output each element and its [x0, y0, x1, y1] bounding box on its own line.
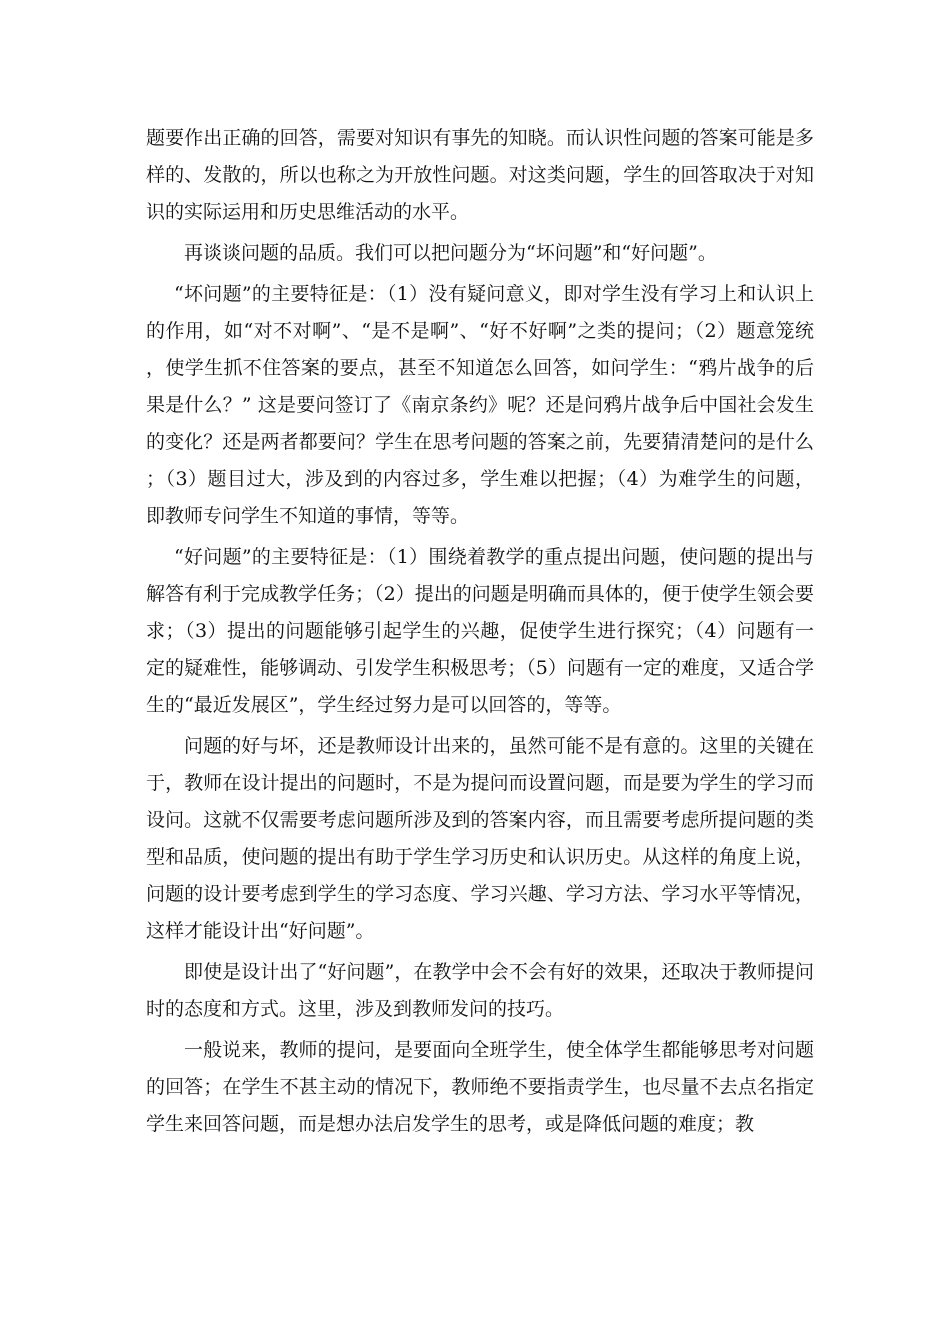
paragraph-5: 问题的好与坏，还是教师设计出来的，虽然可能不是有意的。这里的关键在于，教师在设计提出的问题时，不是为提问而设置问题，而是要为学生的学习而设问。这就不仅需要考虑问题所涉及到的答案内容，而且需要考虑所提问题的类型和品质，使问题的提出有助于学生学习历史和认识历史。从这样的角度上说，问题的设计要考虑到学生的学习态度、学习兴趣、学习方法、学习水平等情况，这样才能设计出“好问题”。: [146, 735, 814, 942]
paragraph-1: 题要作出正确的回答，需要对知识有事先的知晓。而认识性问题的答案可能是多样的、发散的，所以也称之为开放性问题。对这类问题，学生的回答取决于对知识的实际运用和历史思维活动的水平。: [146, 127, 814, 223]
paragraph-6: 即使是设计出了“好问题”，在教学中会不会有好的效果，还取决于教师提问时的态度和方式。这里，涉及到教师发问的技巧。: [146, 961, 814, 1020]
paragraph-4: “好问题”的主要特征是：（1）围绕着教学的重点提出问题，使问题的提出与解答有利于完成教学任务；（2）提出的问题是明确而具体的，便于使学生领会要求；（3）提出的问题能够引起学生的兴趣，促使学生进行探究；（4）问题有一定的疑难性，能够调动、引发学生积极思考；（5）问题有一定的难度，又适合学生的“最近发展区”，学生经过努力是可以回答的，等等。: [146, 546, 814, 716]
paragraph-2: 再谈谈问题的品质。我们可以把问题分为“坏问题”和“好问题”。: [184, 242, 717, 264]
paragraph-3: “坏问题”的主要特征是：（1）没有疑问意义，即对学生没有学习上和认识上的作用，如“对不对啊”、“是不是啊”、“好不好啊”之类的提问；（2）题意笼统，使学生抓不住答案的要点，甚至不知道怎么回答，如问学生：“鸦片战争的后果是什么？” 这是要问签订了《南京条约》呢？还是问鸦片战争后中国社会发生的变化？还是两者都要问？学生在思考问题的答案之前，先要猜清楚问的是什么；（3）题目过大，涉及到的内容过多，学生难以把握；（4）为难学生的问题，即教师专问学生不知道的事情，等等。: [146, 283, 814, 527]
paragraph-7: 一般说来，教师的提问，是要面向全班学生，使全体学生都能够思考对问题的回答；在学生不甚主动的情况下，教师绝不要指责学生，也尽量不去点名指定学生来回答问题，而是想办法启发学生的思考，或是降低问题的难度；教: [146, 1039, 814, 1135]
document-page: [146, 120, 814, 1147]
